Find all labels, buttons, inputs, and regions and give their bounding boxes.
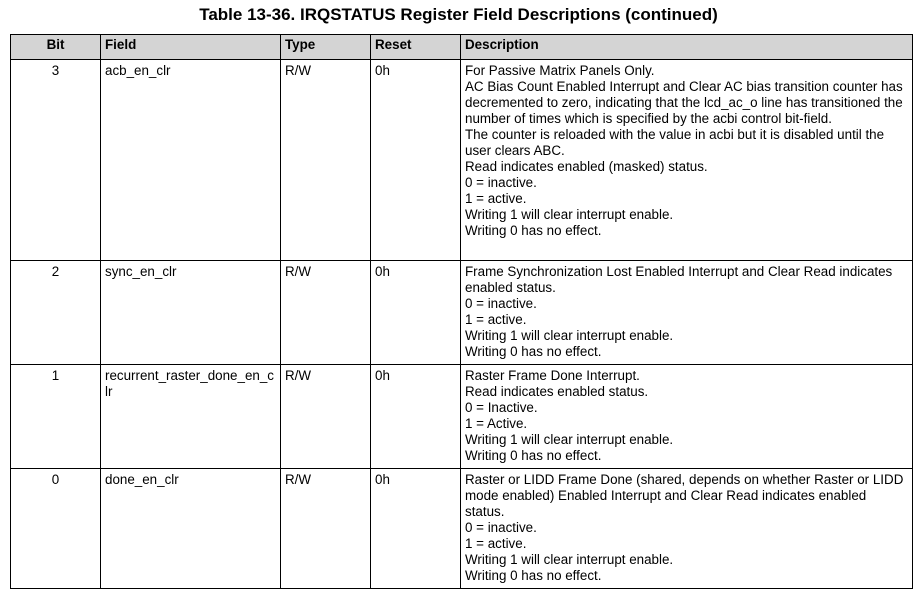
cell-description (461, 261, 913, 365)
table-title: Table 13-36. IRQSTATUS Register Field Descriptions (continued) (199, 5, 718, 24)
cell-reset: 0h (371, 469, 461, 589)
description-line: 1 = active. (465, 312, 527, 327)
cell-field: acb_en_clr (101, 60, 281, 261)
table-header-row (11, 35, 913, 60)
description-line: Writing 1 will clear interrupt enable. (465, 328, 674, 343)
description-line: Raster Frame Done Interrupt. (465, 368, 640, 383)
cell-bit: 2 (11, 261, 101, 365)
cell-type: R/W (281, 469, 371, 589)
cell-description (461, 469, 913, 589)
description-line: 1 = active. (465, 536, 527, 551)
table-row (11, 365, 913, 469)
cell-description (461, 60, 913, 261)
description-line: For Passive Matrix Panels Only. (465, 63, 655, 78)
cell-description (461, 365, 913, 469)
description-line: 1 = Active. (465, 416, 528, 431)
table-row (11, 261, 913, 365)
header-reset: Reset (371, 35, 461, 60)
description-line: Writing 0 has no effect. (465, 223, 602, 238)
cell-field: sync_en_clr (101, 261, 281, 365)
cell-reset: 0h (371, 261, 461, 365)
description-line: Read indicates enabled (masked) status. (465, 159, 708, 174)
description-line: 0 = Inactive. (465, 400, 538, 415)
description-line: Writing 0 has no effect. (465, 568, 602, 583)
cell-reset: 0h (371, 60, 461, 261)
register-field-table (10, 34, 913, 589)
cell-bit: 1 (11, 365, 101, 469)
description-line: 1 = active. (465, 191, 527, 206)
description-line: 0 = inactive. (465, 175, 537, 190)
cell-bit: 3 (11, 60, 101, 261)
cell-type: R/W (281, 261, 371, 365)
description-line: Writing 1 will clear interrupt enable. (465, 207, 674, 222)
header-type: Type (281, 35, 371, 60)
description-line: 0 = inactive. (465, 520, 537, 535)
description-line: Writing 0 has no effect. (465, 448, 602, 463)
description-line: Writing 1 will clear interrupt enable. (465, 552, 674, 567)
header-bit: Bit (11, 35, 101, 60)
description-line: Writing 1 will clear interrupt enable. (465, 432, 674, 447)
cell-type: R/W (281, 365, 371, 469)
table-row (11, 60, 913, 261)
header-field: Field (101, 35, 281, 60)
description-line: Writing 0 has no effect. (465, 344, 602, 359)
cell-type: R/W (281, 60, 371, 261)
description-line: The counter is reloaded with the value in acbi but it is disabled until the user clears ABC. (465, 127, 885, 158)
table-row (11, 469, 913, 589)
cell-field: done_en_clr (101, 469, 281, 589)
description-line: Frame Synchronization Lost Enabled Interrupt and Clear Read indicates enabled status. (465, 264, 893, 295)
header-description: Description (461, 35, 913, 60)
cell-bit: 0 (11, 469, 101, 589)
cell-field: recurrent_raster_done_en_clr (101, 365, 281, 469)
description-line: AC Bias Count Enabled Interrupt and Clear AC bias transition counter has decremented to zero, indicating that the lcd_ac_o line has transitioned the number of times which is specified by the acbi control bit-field. (465, 79, 903, 126)
description-line: 0 = inactive. (465, 296, 537, 311)
cell-reset: 0h (371, 365, 461, 469)
description-line: Raster or LIDD Frame Done (shared, depends on whether Raster or LIDD mode enabled) Enabled Interrupt and Clear Read indicates enabled status. (465, 472, 904, 519)
description-line: Read indicates enabled status. (465, 384, 649, 399)
